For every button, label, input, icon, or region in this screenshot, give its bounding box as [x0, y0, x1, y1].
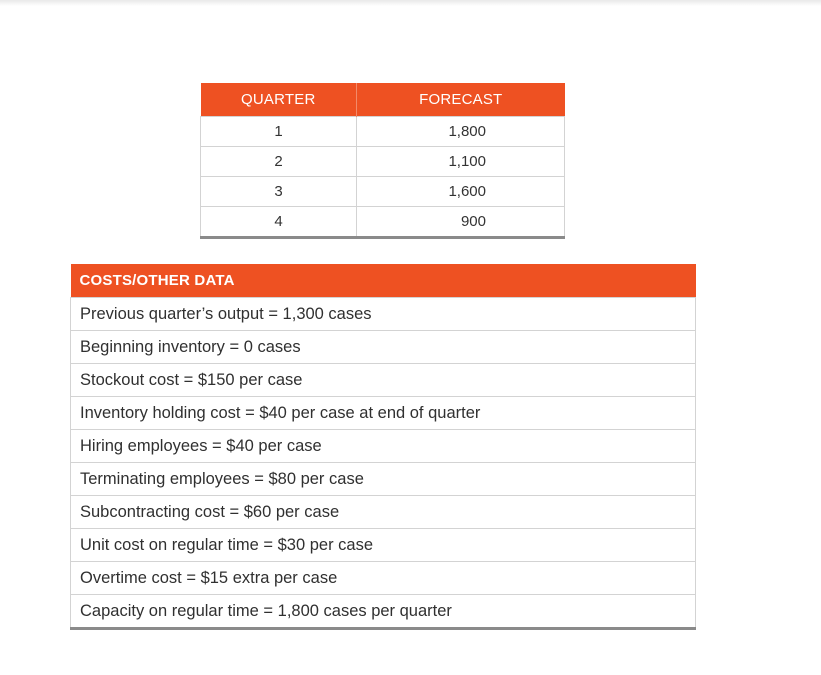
table-row [201, 147, 565, 177]
quarter-cell: 1 [201, 117, 357, 147]
costs-table [70, 264, 696, 630]
table-row [201, 207, 565, 238]
forecast-column-header: FORECAST [357, 83, 565, 117]
table-row [71, 298, 696, 331]
forecast-cell: 1,100 [357, 147, 565, 177]
forecast-cell: 1,800 [357, 117, 565, 147]
cost-item: Subcontracting cost = $60 per case [71, 496, 696, 529]
table-row [71, 364, 696, 397]
cost-item: Stockout cost = $150 per case [71, 364, 696, 397]
quarter-cell: 4 [201, 207, 357, 238]
cost-item: Inventory holding cost = $40 per case at end of quarter [71, 397, 696, 430]
table-row [71, 331, 696, 364]
table-row [71, 463, 696, 496]
table-row [201, 117, 565, 147]
forecast-table [200, 83, 565, 239]
costs-header-row [71, 264, 696, 298]
table-row [71, 397, 696, 430]
costs-header: COSTS/OTHER DATA [71, 264, 696, 298]
quarter-cell: 3 [201, 177, 357, 207]
quarter-column-header: QUARTER [201, 83, 357, 117]
table-row [201, 177, 565, 207]
cost-item: Beginning inventory = 0 cases [71, 331, 696, 364]
cost-item: Capacity on regular time = 1,800 cases per quarter [71, 595, 696, 629]
table-row [71, 496, 696, 529]
forecast-cell: 1,600 [357, 177, 565, 207]
quarter-cell: 2 [201, 147, 357, 177]
forecast-header-row [201, 83, 565, 117]
table-row [71, 430, 696, 463]
table-row [71, 529, 696, 562]
forecast-cell: 900 [357, 207, 565, 238]
cost-item: Hiring employees = $40 per case [71, 430, 696, 463]
top-shade [0, 0, 821, 6]
cost-item: Terminating employees = $80 per case [71, 463, 696, 496]
table-row [71, 562, 696, 595]
cost-item: Unit cost on regular time = $30 per case [71, 529, 696, 562]
cost-item: Overtime cost = $15 extra per case [71, 562, 696, 595]
table-row [71, 595, 696, 629]
cost-item: Previous quarter’s output = 1,300 cases [71, 298, 696, 331]
